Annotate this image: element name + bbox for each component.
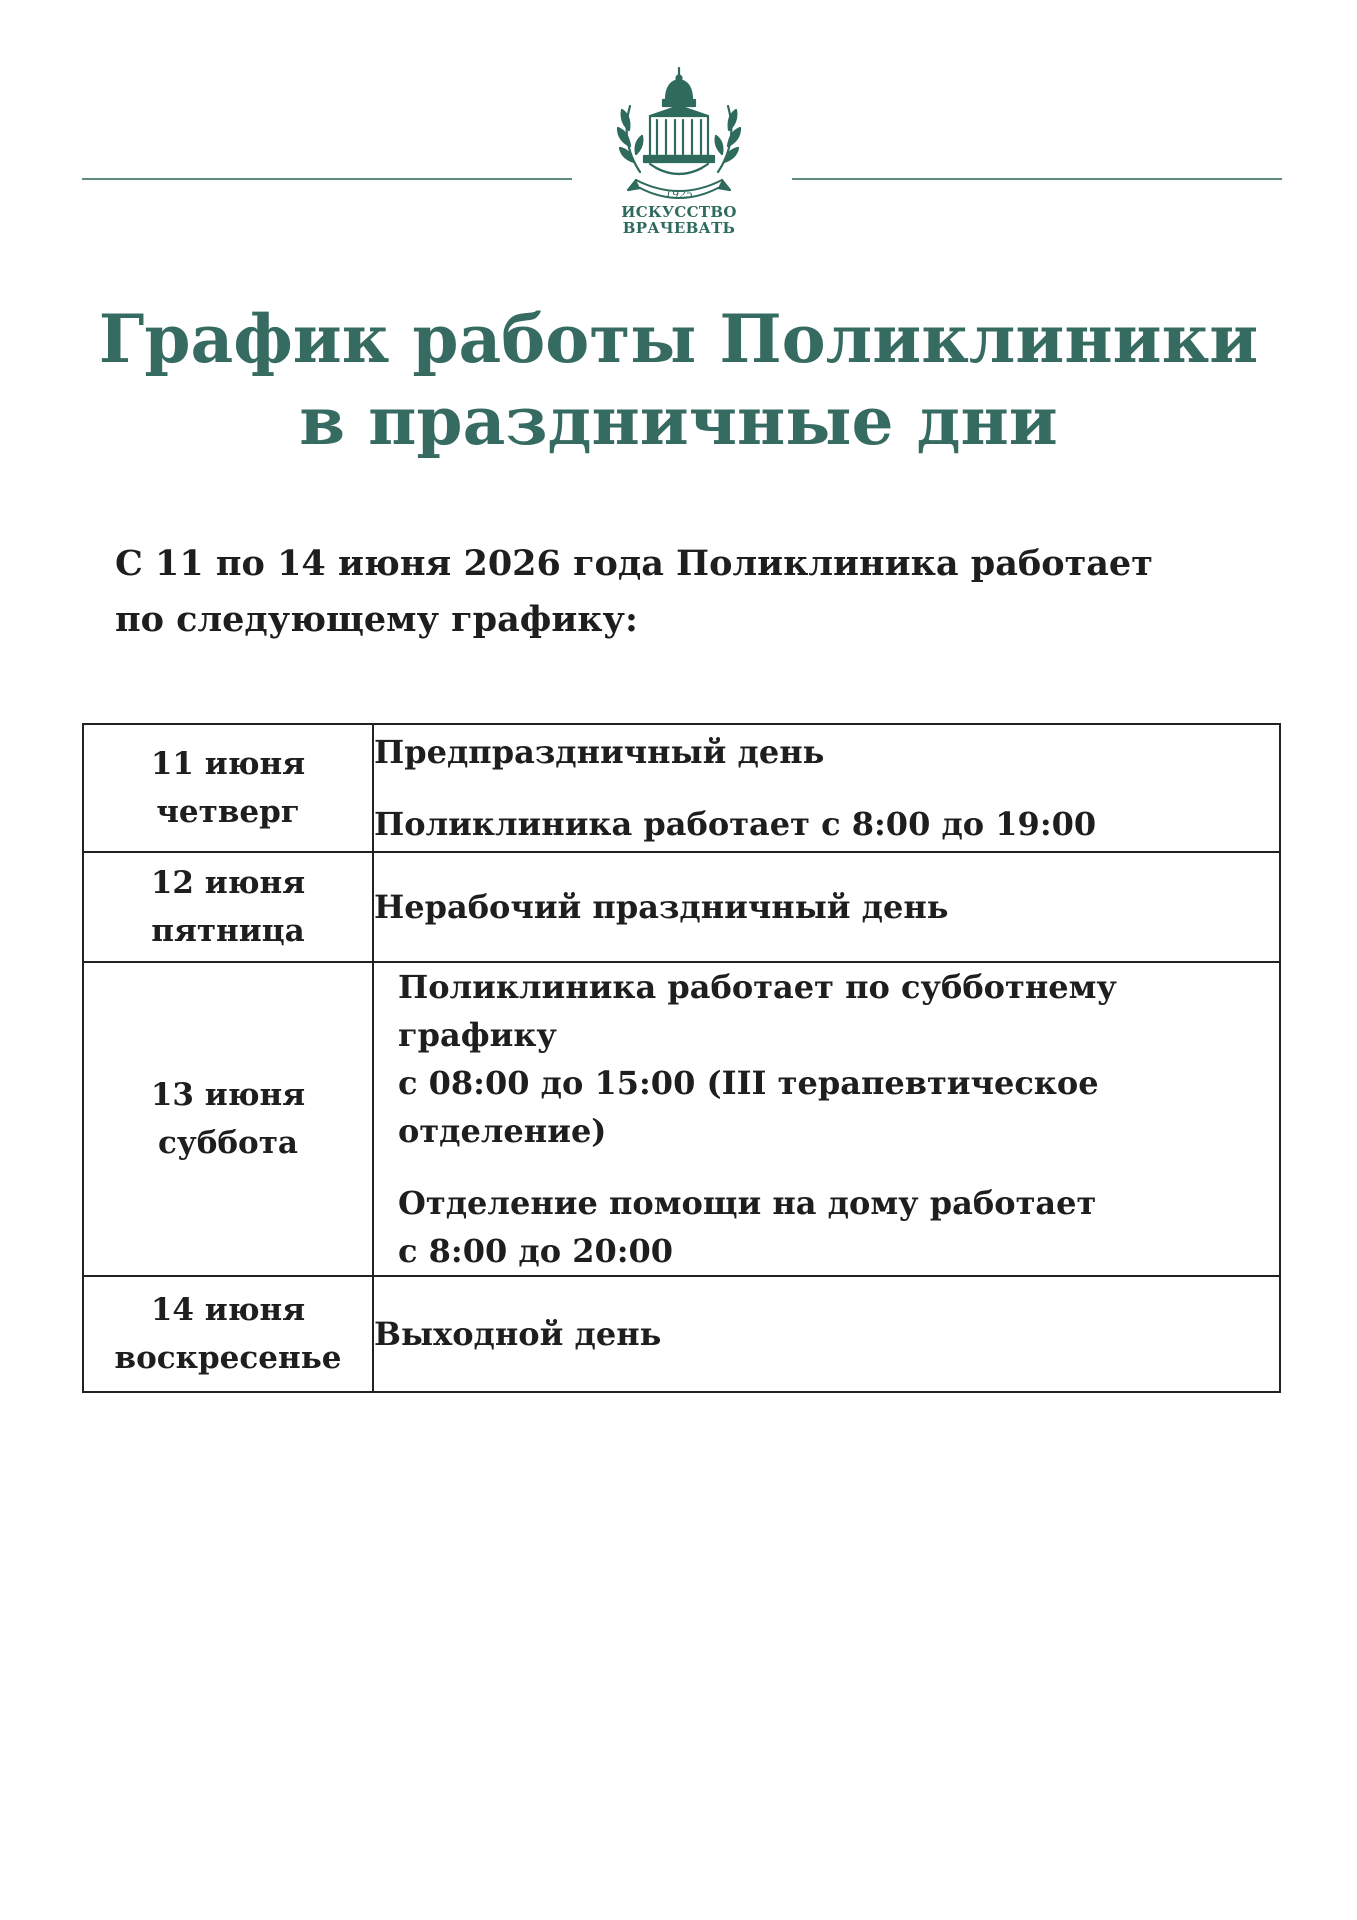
header-divider-left bbox=[82, 178, 572, 180]
logo-text-line2: ВРАЧЕВАТЬ bbox=[622, 219, 736, 237]
day-date: 12 июня bbox=[150, 865, 306, 901]
day-note: Предпраздничный день bbox=[374, 733, 825, 771]
schedule-table bbox=[82, 723, 1281, 1393]
day-cell bbox=[83, 1276, 373, 1392]
day-hours: Поликлиника работает с 8:00 до 19:00 bbox=[374, 805, 1097, 843]
logo-emblem-icon bbox=[600, 62, 758, 202]
day-date: 13 июня bbox=[150, 1077, 306, 1113]
intro-line2: по следующему графику: bbox=[115, 599, 638, 640]
day-note-line2: с 08:00 до 15:00 (III терапевтическое отделение) bbox=[398, 1064, 1099, 1150]
page-title-line1: График работы Поликлиники bbox=[98, 300, 1259, 378]
day-weekday: воскресенье bbox=[114, 1340, 342, 1376]
logo-text-line1: ИСКУССТВО bbox=[621, 203, 737, 221]
info-cell bbox=[373, 724, 1280, 852]
table-row bbox=[83, 852, 1280, 962]
day-note bbox=[398, 963, 1279, 1155]
intro-line1: С 11 по 14 июня 2026 года Поликлиника работает bbox=[115, 543, 1153, 584]
day-date: 11 июня bbox=[150, 746, 306, 782]
logo bbox=[600, 62, 758, 242]
info-cell bbox=[373, 962, 1280, 1276]
logo-year: 1925 bbox=[665, 188, 693, 201]
table-row bbox=[83, 724, 1280, 852]
home-care-note bbox=[398, 1179, 1279, 1275]
day-note: Нерабочий праздничный день bbox=[374, 888, 949, 926]
info-cell bbox=[373, 1276, 1280, 1392]
table-row bbox=[83, 962, 1280, 1276]
day-date: 14 июня bbox=[150, 1292, 306, 1328]
header-divider-right bbox=[792, 178, 1282, 180]
table-row bbox=[83, 1276, 1280, 1392]
day-weekday: четверг bbox=[156, 794, 300, 830]
home-care-line1: Отделение помощи на дому работает bbox=[398, 1184, 1097, 1222]
page-title bbox=[0, 298, 1357, 462]
day-cell bbox=[83, 724, 373, 852]
intro-text bbox=[115, 536, 1265, 648]
day-cell bbox=[83, 962, 373, 1276]
day-note: Выходной день bbox=[374, 1315, 662, 1353]
day-cell bbox=[83, 852, 373, 962]
home-care-line2: с 8:00 до 20:00 bbox=[398, 1232, 674, 1270]
day-note-line1: Поликлиника работает по субботнему графику bbox=[398, 968, 1117, 1054]
day-weekday: пятница bbox=[151, 913, 305, 949]
info-cell bbox=[373, 852, 1280, 962]
page-title-line2: в праздничные дни bbox=[299, 382, 1058, 460]
day-weekday: суббота bbox=[157, 1125, 299, 1161]
